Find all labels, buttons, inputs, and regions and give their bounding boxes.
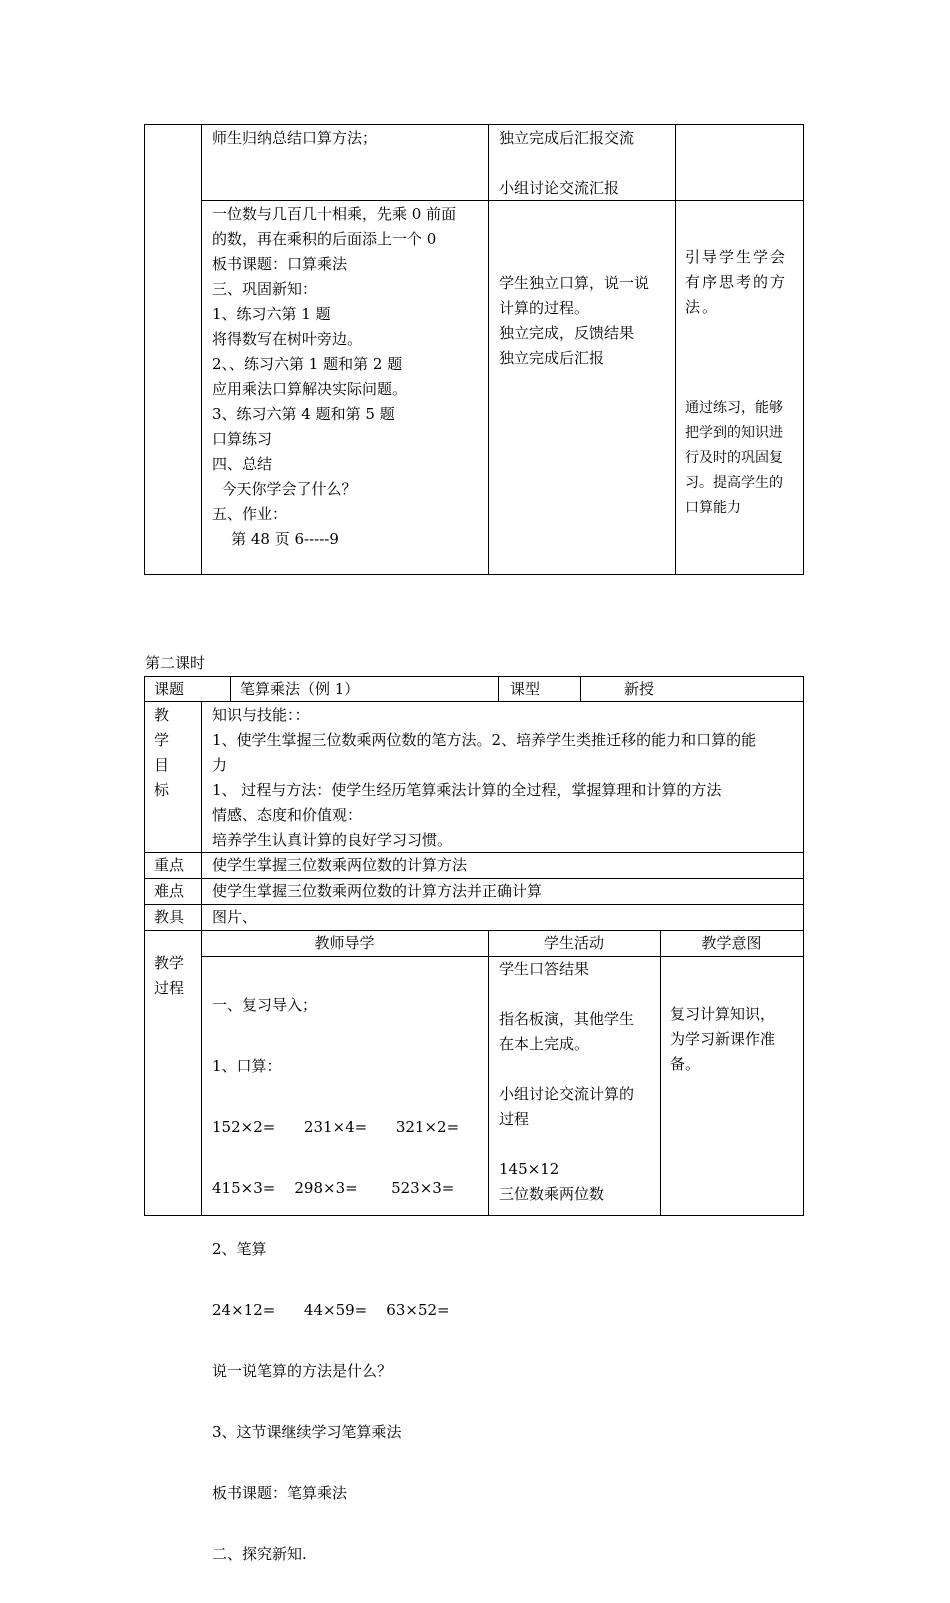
student-line: 学生口答结果 — [499, 960, 590, 978]
difficulty-label: 难点 — [154, 882, 185, 900]
process-label-line: 教学 — [154, 954, 185, 972]
goals-label-char: 学 — [154, 731, 170, 749]
intent-line: 行及时的巩固复 — [685, 450, 783, 466]
student-line: 三位数乘两位数 — [499, 1185, 605, 1203]
goals-label-char: 标 — [154, 781, 170, 799]
difficulty-value: 使学生掌握三位数乘两位数的计算方法并正确计算 — [212, 882, 543, 900]
teacher-line: 3、练习六第 4 题和第 5 题 — [212, 405, 395, 423]
student-line: 小组讨论交流汇报 — [499, 179, 620, 197]
goal-line: 知识与技能：： — [212, 706, 310, 724]
intent-line: 法。 — [685, 298, 720, 316]
student-activity-row1 — [499, 126, 634, 201]
student-line: 独立完成，反馈结果 — [499, 324, 635, 342]
teacher-guide — [212, 957, 459, 1603]
student-line: 在本上完成。 — [499, 1035, 590, 1053]
student-line — [499, 151, 634, 176]
teacher-line: 一位数与几百几十相乘，先乘 0 前面 — [212, 205, 457, 223]
teaching-intent-2 — [685, 396, 783, 521]
student-line: 独立完成后汇报交流 — [499, 129, 635, 147]
student-line: 145×12 — [499, 1160, 560, 1178]
teacher-line: 1、口算： — [212, 1057, 282, 1075]
teacher-guide-row2 — [212, 202, 456, 552]
goal-line: 1、 过程与方法：使学生经历笔算乘法计算的全过程，掌握算理和计算的方法 — [212, 781, 722, 799]
teacher-line: 口算练习 — [212, 430, 273, 448]
goal-line: 培养学生认真计算的良好学习习惯。 — [212, 831, 453, 849]
teacher-line: 二、探究新知. — [212, 1545, 307, 1563]
teacher-line: 415×3= 298×3= 523×3= — [212, 1179, 455, 1197]
teacher-line: 板书课题：口算乘法 — [212, 255, 348, 273]
teacher-line: 一、复习导入； — [212, 996, 318, 1014]
intent-line: 备。 — [670, 1055, 701, 1073]
student-line: 计算的过程。 — [499, 299, 590, 317]
lesson-type-label: 课型 — [510, 680, 541, 698]
process-label-line: 过程 — [154, 979, 185, 997]
goal-line: 1、使学生掌握三位数乘两位数的笔方法。2、培养学生类推迁移的能力和口算的能 — [212, 731, 757, 749]
section-title: 第二课时 — [145, 654, 206, 672]
teaching-goals-label — [154, 703, 169, 803]
teacher-line: 板书课题：笔算乘法 — [212, 1484, 348, 1502]
teacher-line: 将得数写在树叶旁边。 — [212, 330, 363, 348]
key-point-label: 重点 — [154, 856, 185, 874]
teaching-process-label — [154, 951, 184, 1001]
intent-line: 引导学生学会 — [685, 248, 788, 266]
student-activity — [499, 957, 634, 1207]
intent-line: 通过练习，能够 — [685, 400, 783, 416]
teacher-line: 说一说笔算的方法是什么？ — [212, 1362, 393, 1380]
goal-line: 情感、态度和价值观： — [212, 806, 363, 824]
teacher-line: 2、、练习六第 1 题和第 2 题 — [212, 355, 403, 373]
teacher-summary-text: 师生归纳总结口算方法； — [212, 129, 378, 147]
student-line: 过程 — [499, 1110, 530, 1128]
student-line — [499, 1057, 634, 1082]
column-header-student: 学生活动 — [543, 934, 604, 952]
student-line: 小组讨论交流计算的 — [499, 1085, 635, 1103]
lesson-type-value: 新授 — [624, 680, 655, 698]
column-header-teacher: 教师导学 — [314, 934, 375, 952]
teacher-line: 三、巩固新知： — [212, 280, 318, 298]
intent-line: 复习计算知识， — [670, 1005, 776, 1023]
intent-line: 习。提高学生的 — [685, 475, 783, 491]
topic-label: 课题 — [154, 680, 185, 698]
teacher-line: 1、练习六第 1 题 — [212, 305, 331, 323]
key-point-value: 使学生掌握三位数乘两位数的计算方法 — [212, 856, 468, 874]
intent-line: 把学到的知识进 — [685, 425, 783, 441]
teaching-intent-1 — [685, 245, 787, 320]
teacher-line: 3、这节课继续学习笔算乘法 — [212, 1423, 402, 1441]
teacher-line: 152×2= 231×4= 321×2= — [212, 1118, 460, 1136]
teacher-line: 四、总结 — [212, 455, 273, 473]
topic-value: 笔算乘法（例 1） — [240, 680, 360, 698]
intent-line: 口算能力 — [685, 500, 741, 516]
teacher-line: 第 48 页 6-----9 — [212, 530, 339, 548]
intent-line: 为学习新课作准 — [670, 1030, 776, 1048]
student-line: 学生独立口算，说一说 — [499, 274, 650, 292]
teacher-line: 24×12= 44×59= 63×52= — [212, 1301, 450, 1319]
teaching-intent — [670, 1002, 775, 1077]
goal-line: 力 — [212, 756, 228, 774]
student-activity-row2 — [499, 271, 649, 371]
student-line — [499, 982, 634, 1007]
student-line: 独立完成后汇报 — [499, 349, 605, 367]
teaching-tools-label: 教具 — [154, 908, 185, 926]
intent-line: 有序思考的方 — [685, 273, 788, 291]
student-line: 指名板演，其他学生 — [499, 1010, 635, 1028]
column-header-intent: 教学意图 — [701, 934, 762, 952]
teacher-line: 今天你学会了什么？ — [212, 480, 357, 498]
teaching-tools-value: 图片、 — [212, 908, 258, 926]
goals-label-char: 教 — [154, 706, 170, 724]
teacher-line: 应用乘法口算解决实际问题。 — [212, 380, 408, 398]
goals-label-char: 目 — [154, 756, 170, 774]
teaching-goals — [212, 703, 756, 853]
student-line — [499, 1132, 634, 1157]
teacher-line: 的数，再在乘积的后面添上一个 0 — [212, 230, 437, 248]
teacher-line: 五、作业： — [212, 505, 288, 523]
teacher-line: 2、笔算 — [212, 1240, 267, 1258]
